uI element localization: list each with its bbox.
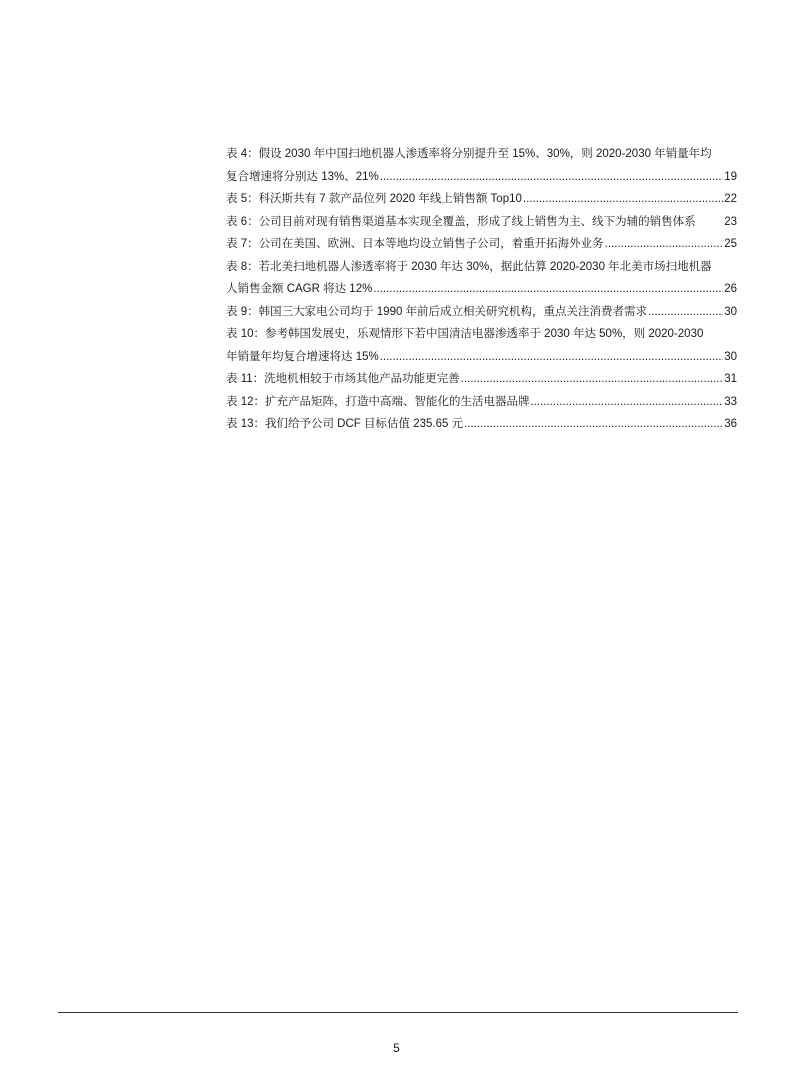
toc-entry-table-8[interactable] bbox=[226, 256, 737, 301]
footer-divider bbox=[58, 1012, 738, 1013]
toc-entry-page: 30 bbox=[724, 305, 737, 318]
toc-entry-table-5[interactable] bbox=[226, 188, 737, 211]
toc-entry-page: 19 bbox=[724, 170, 737, 183]
toc-entry-page: 26 bbox=[724, 283, 737, 295]
toc-entry-title-continued: 复合增速将分别达 13%、21% bbox=[226, 170, 379, 183]
dot-leader bbox=[380, 346, 723, 369]
toc-entry-table-6[interactable] bbox=[226, 211, 737, 234]
toc-entry-title: 表 4：假设 2030 年中国扫地机器人渗透率将分别提升至 15%、30%，则 2020-2030 年销量年均 bbox=[226, 148, 712, 160]
toc-entry-title: 表 11：洗地机相较于市场其他产品功能更完善 bbox=[226, 373, 460, 385]
dot-leader bbox=[373, 278, 723, 301]
toc-entry-title: 表 7：公司在美国、欧洲、日本等地均设立销售子公司，着重开拓海外业务 bbox=[226, 238, 604, 250]
dot-leader bbox=[380, 166, 723, 189]
toc-entry-page: 33 bbox=[724, 395, 737, 408]
toc-entry-page: 30 bbox=[724, 350, 737, 363]
toc-entry-title-continued: 年销量年均复合增速将达 15% bbox=[226, 350, 379, 363]
toc-entry-page: 22 bbox=[724, 193, 737, 205]
toc-entry-title: 表 10：参考韩国发展史，乐观情形下若中国清洁电器渗透率于 2030 年达 50%，则 2020-2030 bbox=[226, 328, 704, 340]
toc-entry-title-continued: 人销售金额 CAGR 将达 12% bbox=[226, 283, 373, 295]
toc-entry-title: 表 6：公司目前对现有销售渠道基本实现全覆盖，形成了线上销售为主、线下为辅的销售体系 bbox=[226, 215, 696, 228]
table-of-figures bbox=[226, 143, 737, 436]
toc-entry-table-11[interactable] bbox=[226, 368, 737, 391]
dot-leader bbox=[530, 391, 723, 414]
dot-leader bbox=[648, 301, 723, 324]
toc-entry-table-13[interactable] bbox=[226, 413, 737, 436]
dot-leader bbox=[605, 233, 724, 256]
dot-leader bbox=[464, 413, 723, 436]
toc-entry-table-9[interactable] bbox=[226, 301, 737, 324]
toc-entry-table-12[interactable] bbox=[226, 391, 737, 414]
toc-entry-page: 31 bbox=[724, 373, 737, 385]
toc-entry-title: 表 13：我们给予公司 DCF 目标估值 235.65 元 bbox=[226, 418, 464, 430]
toc-entry-table-7[interactable] bbox=[226, 233, 737, 256]
toc-entry-page: 36 bbox=[724, 418, 737, 430]
page-number: 5 bbox=[393, 1041, 400, 1055]
toc-entry-title: 表 9：韩国三大家电公司均于 1990 年前后成立相关研究机构，重点关注消费者需求 bbox=[226, 305, 648, 318]
toc-entry-table-4[interactable] bbox=[226, 143, 737, 188]
toc-entry-title: 表 12：扩充产品矩阵，打造中高端、智能化的生活电器品牌 bbox=[226, 395, 530, 408]
dot-leader bbox=[523, 188, 723, 211]
dot-leader bbox=[461, 368, 724, 391]
toc-entry-title: 表 8：若北美扫地机器人渗透率将于 2030 年达 30%，据此估算 2020-2030 年北美市场扫地机器 bbox=[226, 260, 712, 273]
toc-entry-table-10[interactable] bbox=[226, 323, 737, 368]
toc-entry-page: 25 bbox=[724, 238, 737, 250]
toc-entry-title: 表 5：科沃斯共有 7 款产品位列 2020 年线上销售额 Top10 bbox=[226, 193, 522, 205]
toc-entry-page: 23 bbox=[724, 215, 737, 228]
